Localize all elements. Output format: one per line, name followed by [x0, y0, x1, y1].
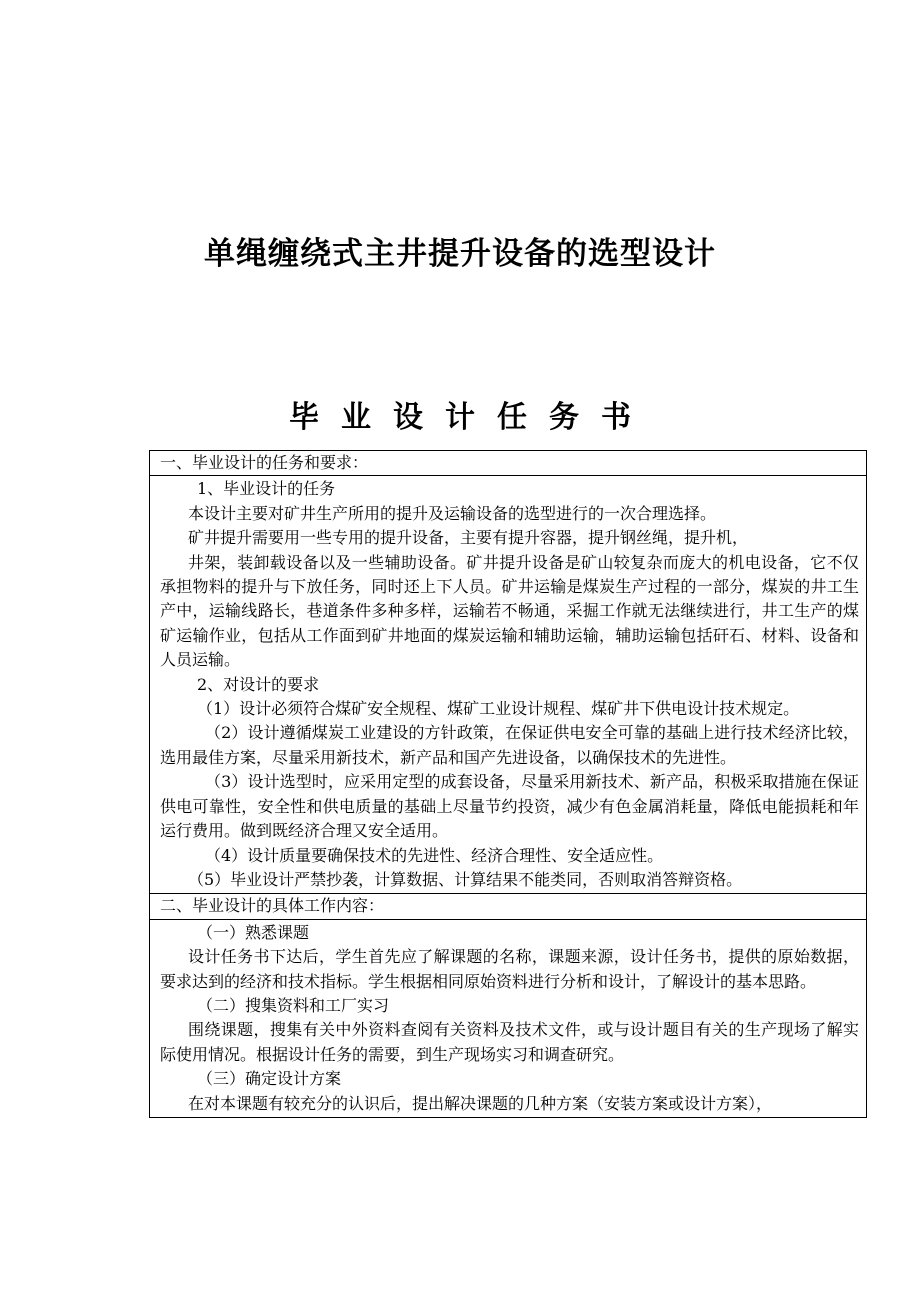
requirement-item: （3）设计选型时，应采用定型的成套设备，尽量采用新技术、新产品，积极采取措施在保证供电可靠性，安全性和供电质量的基础上尽量节约投资，减少有色金属消耗量，降低电能损耗和年运行费用。做到既经济合理又安全适用。 [160, 772, 859, 841]
section2-header-row [150, 894, 867, 919]
section2-subheading: （三）确定设计方案 [197, 1069, 342, 1089]
document-subtitle: 毕业设计任务书 [289, 400, 653, 435]
section1-paragraph: 本设计主要对矿井生产所用的提升及运输设备的选型进行的一次合理选择。 [188, 503, 717, 523]
section1-paragraph: 井架，装卸载设备以及一些辅助设备。矿井提升设备是矿山较复杂而庞大的机电设备，它不仅承担物料的提升与下放任务，同时还上下人员。矿井运输是煤炭生产过程的一部分，煤炭的井工生产中，运输线路长，巷道条件多种多样，运输若不畅通，采掘工作就无法继续进行，井工生产的煤矿运输作业，包括从工作面到矿井地面的煤炭运输和辅助运输，辅助运输包括矸石、材料、设备和人员运输。 [160, 552, 859, 670]
section1-header: 一、毕业设计的任务和要求： [150, 451, 867, 476]
requirement-item: （2）设计遵循煤炭工业建设的方针政策，在保证供电安全可靠的基础上进行技术经济比较，选用最佳方案，尽量采用新技术，新产品和国产先进设备，以确保技术的先进性。 [160, 723, 859, 767]
requirement-item: （4）设计质量要确保技术的先进性、经济合理性、安全适应性。 [205, 845, 664, 865]
requirement-item: （5）毕业设计严禁抄袭，计算数据、计算结果不能类同，否则取消答辩资格。 [188, 869, 743, 889]
section2-subheading: （二）搜集资料和工厂实习 [197, 995, 390, 1015]
section1-subheading-requirements: 2、对设计的要求 [197, 674, 320, 694]
section2-paragraph: 在对本课题有较充分的认识后，提出解决课题的几种方案（安装方案或设计方案）， [188, 1093, 773, 1113]
section2-subheading: （一）熟悉课题 [197, 922, 310, 942]
section2-header: 二、毕业设计的具体工作内容： [150, 894, 867, 919]
section2-paragraph: 设计任务书下达后，学生首先应了解课题的名称，课题来源，设计任务书，提供的原始数据，要求达到的经济和技术指标。学生根据相同原始资料进行分析和设计，了解设计的基本思路。 [160, 947, 859, 991]
document-title: 单绳缠绕式主井提升设备的选型设计 [204, 236, 716, 272]
section1-subheading-task: 1、毕业设计的任务 [197, 479, 336, 499]
task-table [149, 450, 867, 1118]
requirement-item: （1）设计必须符合煤矿安全规程、煤矿工业设计规程、煤矿井下供电设计技术规定。 [197, 699, 800, 719]
section1-body [150, 476, 867, 894]
section1-body-row [150, 476, 867, 894]
section2-paragraph: 围绕课题，搜集有关中外资料查阅有关资料及技术文件，或与设计题目有关的生产现场了解实际使用情况。根据设计任务的需要，到生产现场实习和调查研究。 [160, 1020, 859, 1064]
section1-header-row [150, 451, 867, 476]
section2-body-row [150, 919, 867, 1117]
section1-paragraph: 矿井提升需要用一些专用的提升设备，主要有提升容器，提升钢丝绳，提升机， [188, 528, 749, 548]
section2-body [150, 919, 867, 1117]
